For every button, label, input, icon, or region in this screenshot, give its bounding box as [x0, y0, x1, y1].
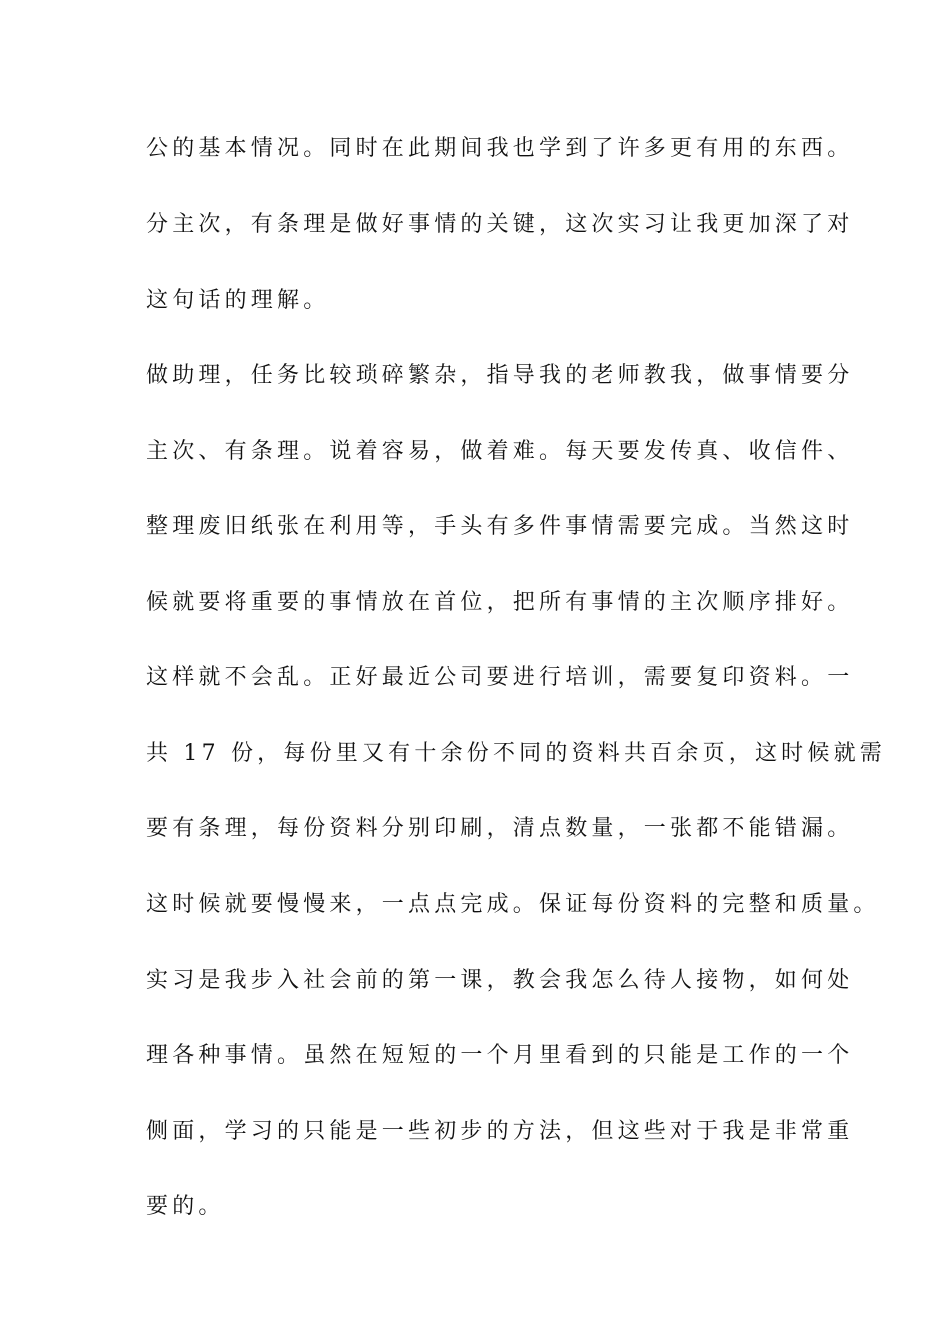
text-line: 共 17 份，每份里又有十余份不同的资料共百余页，这时候就需	[146, 741, 886, 766]
text-line: 这句话的理解。	[146, 288, 330, 313]
text-line: 公的基本情况。同时在此期间我也学到了许多更有用的东西。	[146, 136, 854, 161]
text-line: 做助理，任务比较琐碎繁杂，指导我的老师教我，做事情要分	[146, 363, 854, 388]
text-line: 这样就不会乱。正好最近公司要进行培训，需要复印资料。一	[146, 665, 854, 690]
text-line: 理各种事情。虽然在短短的一个月里看到的只能是工作的一个	[146, 1043, 854, 1068]
text-line: 要有条理，每份资料分别印刷，清点数量，一张都不能错漏。	[146, 816, 854, 841]
text-line: 要的。	[146, 1194, 225, 1219]
text-line: 实习是我步入社会前的第一课，教会我怎么待人接物，如何处	[146, 968, 854, 993]
text-line: 侧面，学习的只能是一些初步的方法，但这些对于我是非常重	[146, 1119, 854, 1144]
text-line: 这时候就要慢慢来，一点点完成。保证每份资料的完整和质量。	[146, 892, 880, 917]
text-line: 整理废旧纸张在利用等，手头有多件事情需要完成。当然这时	[146, 514, 854, 539]
text-line: 主次、有条理。说着容易，做着难。每天要发传真、收信件、	[146, 439, 854, 464]
text-line: 候就要将重要的事情放在首位，把所有事情的主次顺序排好。	[146, 590, 854, 615]
text-line: 分主次，有条理是做好事情的关键，这次实习让我更加深了对	[146, 212, 854, 237]
